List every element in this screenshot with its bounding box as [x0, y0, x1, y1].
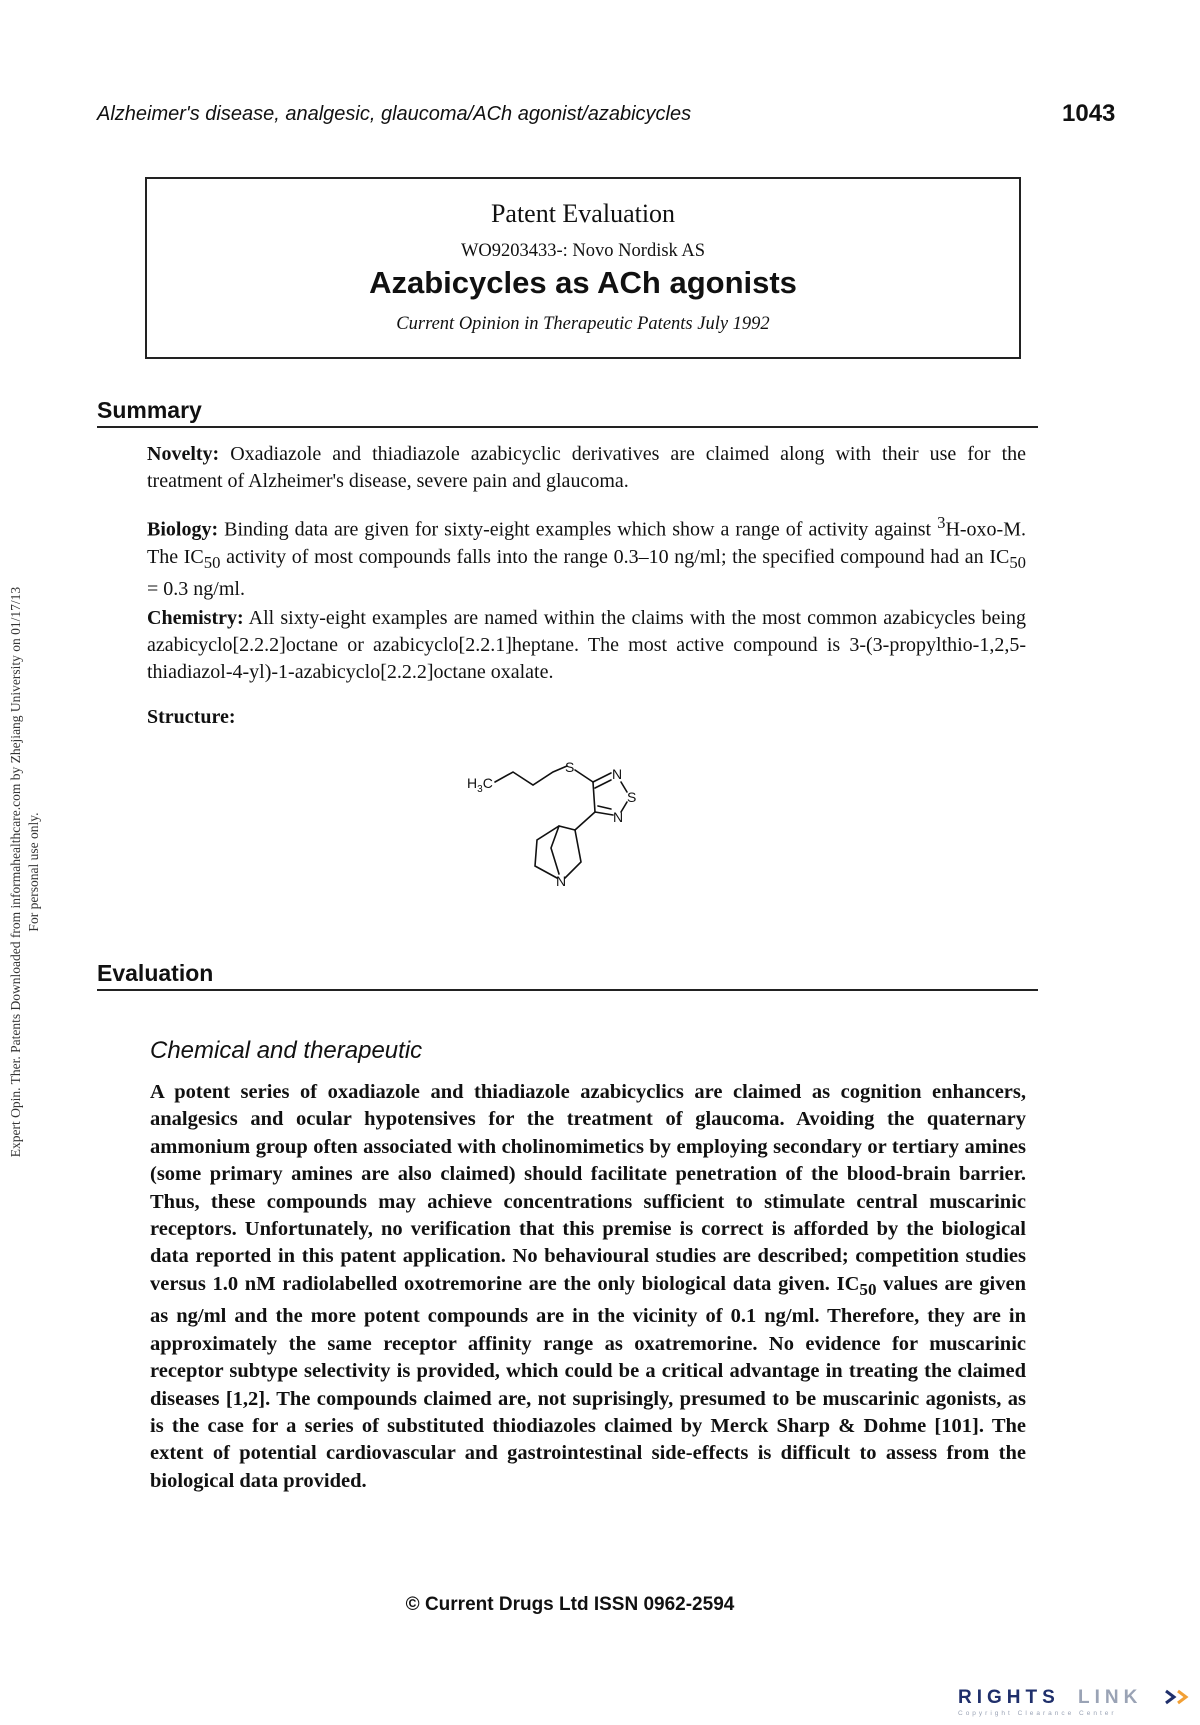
quinuclidine-arm-c	[551, 826, 559, 874]
chemistry-text: All sixty-eight examples are named within the claims with the most common azabicycles being azabicyclo[2.2.2]octane or azabicyclo[2.2.1]heptane. The most active compound is 3-(3-propylthio-1,2,5-thiadiazol-4-yl)-1-azabicyclo[2.2.2]octane oxalate.	[147, 607, 1026, 683]
structure-label: Structure:	[147, 706, 236, 728]
rightslink-tagline: Copyright Clearance Center	[958, 1710, 1117, 1717]
biology-text: activity of most compounds falls into the range 0.3–10 ng/ml; the specified compound had an IC	[220, 545, 1010, 568]
copyright-footer: © Current Drugs Ltd ISSN 0962-2594	[405, 1594, 735, 1615]
biology-label: Biology:	[147, 518, 219, 541]
structure-atom-labels	[467, 759, 636, 889]
sulfur-thioether-label: S	[565, 759, 575, 775]
journal-citation: Current Opinion in Therapeutic Patents July 1992	[396, 314, 770, 334]
watermark-line-2: For personal use only.	[26, 812, 41, 932]
thiadiazole-c-c-bond	[593, 782, 595, 812]
biology-text: H-oxo-M. The IC	[147, 518, 1026, 568]
thiadiazole-c-n-bond-lower	[595, 812, 613, 815]
sulfur-ring-label: S	[627, 789, 637, 805]
evaluation-heading: Evaluation	[97, 960, 1038, 991]
thiadiazole-double-bond	[595, 780, 611, 788]
novelty-text: Oxadiazole and thiadiazole azabicyclic derivatives are claimed along with their use for the treatment of Alzheimer's disease, severe pain and glaucoma.	[147, 443, 1027, 492]
ring-link-bond	[575, 812, 595, 830]
summary-heading: Summary	[97, 397, 1038, 428]
nitrogen-top-label: N	[612, 766, 623, 782]
patent-evaluation-label: Patent Evaluation	[490, 199, 676, 228]
novelty-paragraph	[147, 441, 1026, 495]
structure-bonds	[495, 766, 627, 878]
patent-header-box	[145, 177, 1021, 359]
watermark-line-1: Expert Opin. Ther. Patents Downloaded from informahealthcare.com by Zhejiang University on 01/17/13	[8, 586, 23, 1158]
evaluation-body	[150, 1079, 1026, 1495]
nitrogen-bridgehead-label: N	[556, 873, 567, 889]
thiadiazole-double-bond-lower	[598, 806, 611, 809]
biology-text: Binding data are given for sixty-eight examples which show a range of activity against	[224, 518, 938, 541]
running-head: Alzheimer's disease, analgesic, glaucoma/ACh agonist/azabicycles	[97, 103, 692, 125]
biology-subscript: 50	[1009, 552, 1026, 572]
biology-text: = 0.3 ng/ml.	[147, 577, 245, 600]
chemical-structure-diagram	[455, 752, 685, 912]
chemistry-paragraph	[147, 605, 1026, 686]
novelty-label: Novelty:	[147, 443, 220, 465]
biology-subscript: 50	[203, 552, 221, 572]
evaluation-subscript: 50	[859, 1279, 877, 1299]
article-title: Azabicycles as ACh agonists	[369, 265, 797, 300]
chemistry-label: Chemistry:	[147, 607, 244, 629]
propyl-chain-bond	[495, 766, 567, 785]
evaluation-text: values are given as ng/ml and the more potent compounds are in the vicinity of 0.1 ng/ml. Therefore, they are in approximately the same receptor affinity range as oxatremorine. No evidence for muscarinic receptor subtype selectivity is provided, which could be a critical advantage in treating the claimed diseases [1,2]. The compounds claimed are, not suprisingly, presumed to be muscarinic agonists, as is the case for a series of substituted thiodiazoles claimed by Merck Sharp & Dohme [101]. The extent of potential cardiovascular and gastrointestinal side-effects is difficult to assess from the biological data provided.	[150, 1272, 1026, 1492]
patent-number: WO9203433-: Novo Nordisk AS	[460, 241, 706, 261]
rightslink-arrow-icon	[1166, 1691, 1174, 1703]
quinuclidine-arm-a	[535, 826, 575, 878]
chemical-therapeutic-subheading: Chemical and therapeutic	[150, 1037, 423, 1064]
biology-paragraph	[147, 509, 1026, 603]
rightslink-arrow-icon	[1178, 1691, 1186, 1703]
quinuclidine-arm-b	[565, 830, 581, 878]
rightslink-brand-b: LINK	[1078, 1687, 1143, 1708]
biology-superscript: 3	[937, 513, 946, 532]
page-number: 1043	[1062, 100, 1116, 127]
thioether-bond	[575, 770, 593, 782]
rightslink-logo[interactable]	[956, 1679, 1196, 1719]
nitrogen-bottom-label: N	[613, 809, 624, 825]
download-watermark	[5, 515, 45, 1230]
methyl-label: $H_3C$	[467, 775, 493, 795]
rightslink-brand-a: RIGHTS	[958, 1687, 1060, 1708]
evaluation-text: A potent series of oxadiazole and thiadiazole azabicyclics are claimed as cognition enhancers, analgesics and ocular hypotensives for the treatment of glaucoma. Avoiding the quaternary ammonium group often associated with cholinomimetics by employing secondary or tertiary amines (some primary amines are also claimed) should facilitate penetration of the blood-brain barrier. Thus, these compounds may achieve concentrations sufficient to stimulate central muscarinic receptors. Unfortunately, no verification that this premise is correct is afforded by the biological data reported in this patent application. No behavioural studies are described; competition studies versus 1.0 nM radiolabelled oxotremorine are the only biological data given. IC	[150, 1081, 1026, 1295]
